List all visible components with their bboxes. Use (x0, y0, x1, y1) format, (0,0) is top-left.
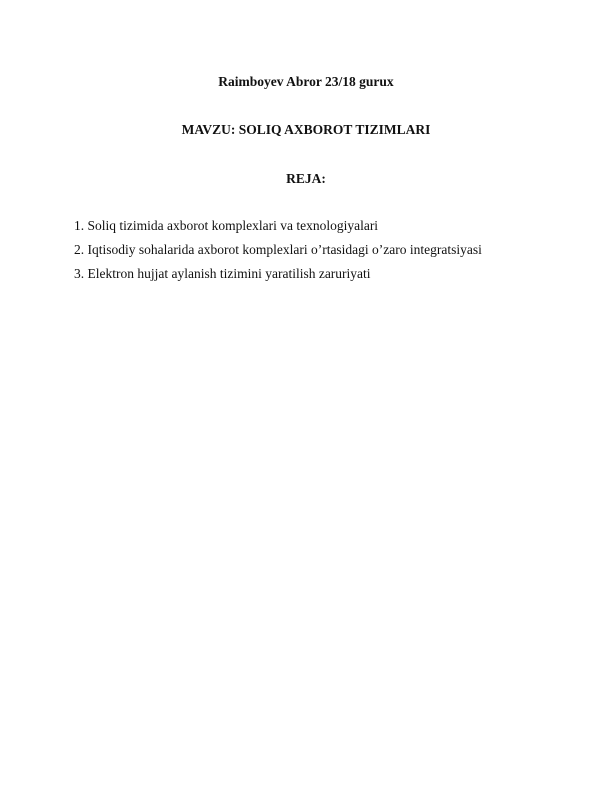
plan-item: 3. Elektron hujjat aylanish tizimini yaratilish zaruriyati (74, 266, 371, 281)
author-line: Raimboyev Abror 23/18 gurux (218, 74, 394, 89)
topic-title: MAVZU: SOLIQ AXBOROT TIZIMLARI (181, 122, 431, 137)
plan-list (74, 218, 482, 290)
plan-item: 1. Soliq tizimida axborot komplexlari va texnologiyalari (74, 218, 379, 233)
plan-heading: REJA: (286, 171, 326, 186)
plan-item: 2. Iqtisodiy sohalarida axborot komplexlari o’rtasidagi o’zaro integratsiyasi (74, 242, 482, 257)
